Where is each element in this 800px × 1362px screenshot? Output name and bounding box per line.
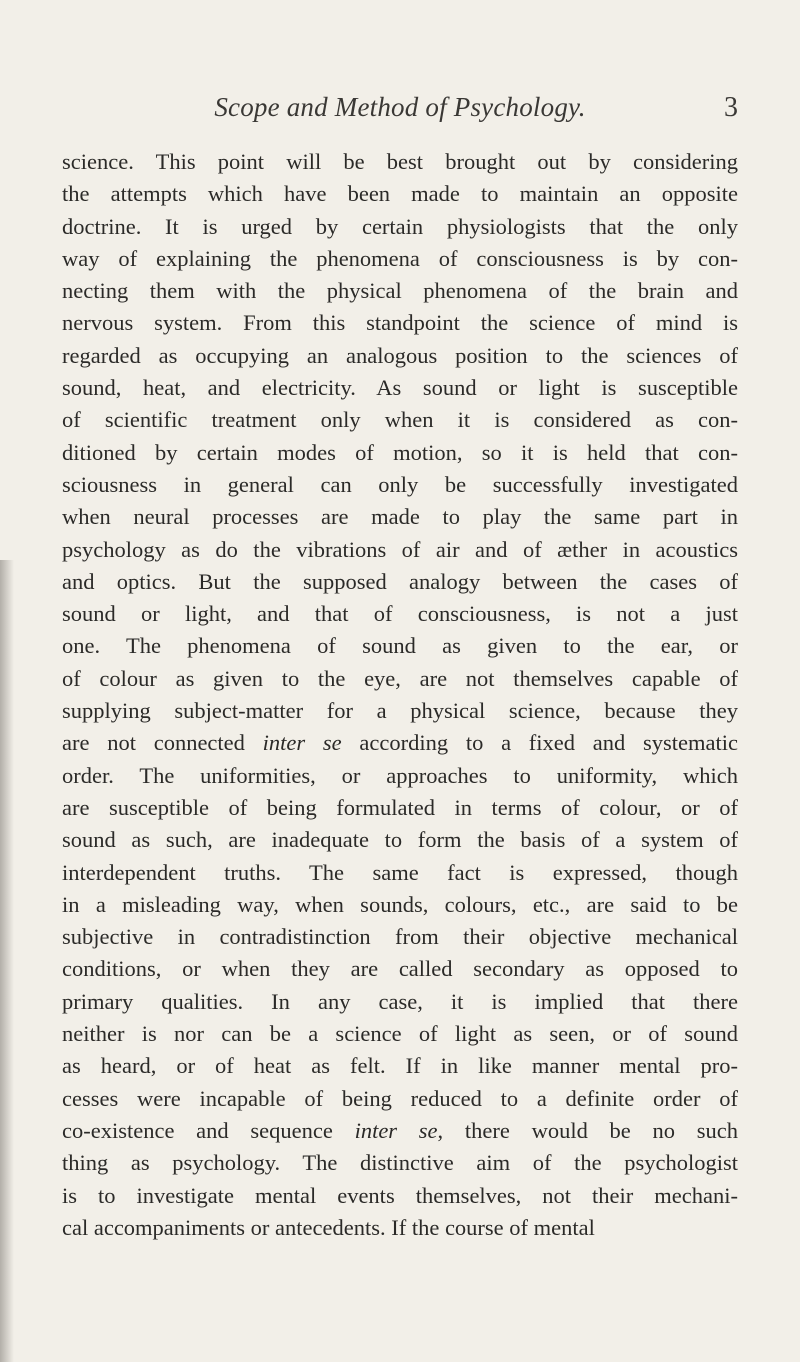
text-line: and optics. But the supposed analogy between the cases of [62, 568, 738, 594]
text-line: doctrine. It is urged by certain physiologists that the only [62, 213, 738, 239]
text-line: science. This point will be best brought out by considering [62, 149, 738, 174]
text-line: as heard, or of heat as felt. If in like manner mental pro- [62, 1053, 738, 1079]
text-line: in a misleading way, when sounds, colours, etc., are said to be [62, 891, 738, 917]
text-line: cesses were incapable of being reduced to a definite order of [62, 1085, 738, 1111]
text-line: when neural processes are made to play the same part in [62, 504, 738, 530]
text-segment: co-existence and sequence [62, 1117, 355, 1143]
text-segment: are not connected [62, 730, 263, 756]
text-line: cal accompaniments or antecedents. If the course of mental [62, 1214, 595, 1240]
text-line: subjective in contradistinction from their objective mechanical [62, 924, 738, 950]
text-line: sound, heat, and electricity. As sound or light is susceptible [62, 375, 738, 401]
text-line: thing as psychology. The distinctive aim of the psychologist [62, 1150, 738, 1176]
text-line: one. The phenomena of sound as given to the ear, or [62, 633, 738, 659]
running-head [62, 92, 738, 132]
body-text [62, 146, 738, 1244]
text-line: sound as such, are inadequate to form the basis of a system of [62, 827, 738, 853]
italic-phrase: inter se [354, 1117, 438, 1143]
text-line: conditions, or when they are called secondary as opposed to [62, 956, 738, 982]
text-line: ditioned by certain modes of motion, so it is held that con- [62, 439, 738, 465]
text-line [62, 727, 738, 759]
text-segment: , there would be no such [437, 1117, 738, 1143]
text-segment: according to a fixed and systematic [341, 730, 738, 756]
text-line: neither is nor can be a science of light as seen, or of sound [62, 1021, 738, 1047]
running-title: Scope and Method of Psychology. [214, 92, 586, 122]
text-line: interdependent truths. The same fact is expressed, though [62, 859, 738, 885]
text-line: way of explaining the phenomena of consciousness is by con- [62, 245, 738, 271]
text-line: sciousness in general can only be successfully investigated [62, 471, 738, 497]
text-line: the attempts which have been made to maintain an opposite [62, 181, 738, 207]
page-number: 3 [724, 92, 738, 123]
binding-shadow [0, 560, 14, 1362]
text-line: sound or light, and that of consciousness, is not a just [62, 601, 738, 627]
text-line: order. The uniformities, or approaches to uniformity, which [62, 762, 738, 788]
text-line: of scientific treatment only when it is considered as con- [62, 407, 738, 433]
italic-phrase: inter se [262, 730, 342, 756]
text-line [62, 1115, 738, 1147]
text-line: supplying subject-matter for a physical science, because they [62, 698, 738, 724]
text-line: primary qualities. In any case, it is implied that there [62, 988, 738, 1014]
text-line: regarded as occupying an analogous position to the sciences of [62, 342, 738, 368]
text-line: are susceptible of being formulated in terms of colour, or of [62, 794, 738, 820]
text-line: of colour as given to the eye, are not themselves capable of [62, 665, 738, 691]
text-line: nervous system. From this standpoint the science of mind is [62, 310, 738, 336]
text-line: is to investigate mental events themselves, not their mechani- [62, 1182, 738, 1208]
text-line: psychology as do the vibrations of air and of æther in acoustics [62, 536, 738, 562]
text-line: necting them with the physical phenomena of the brain and [62, 278, 738, 304]
